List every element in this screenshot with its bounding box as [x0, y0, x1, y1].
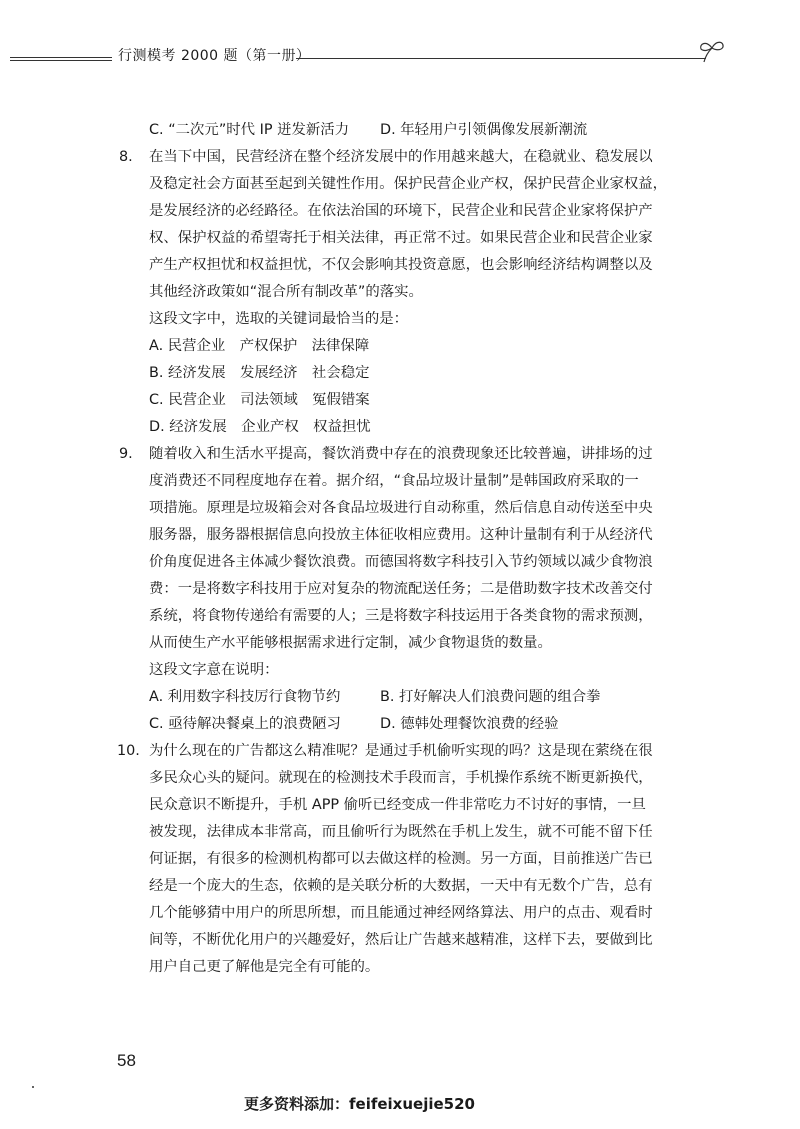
option-b: B. 经济发展 发展经济 社会稳定: [149, 365, 370, 381]
options-row: [118, 684, 710, 711]
option-a: A. 民营企业 产权保护 法律保障: [149, 338, 370, 354]
option-d: D. 德韩处理餐饮浪费的经验: [380, 716, 559, 732]
options-row: [118, 711, 710, 738]
question-text-line: 用户自己更了解他是完全有可能的。: [149, 959, 380, 975]
option-c: C. 亟待解决餐桌上的浪费陋习: [149, 716, 341, 732]
header-rule-left: [10, 57, 112, 58]
question-text-line: 是发展经济的必经路径。在依法治国的环境下，民营企业和民营企业家将保护产: [149, 203, 653, 219]
question-9: [118, 441, 710, 738]
option-b: B. 打好解决人们浪费问题的组合拳: [380, 689, 601, 705]
question-10: [118, 738, 710, 981]
question-text-line: 多民众心头的疑问。就现在的检测技术手段而言，手机操作系统不断更新换代，: [149, 770, 653, 786]
question-prompt: 这段文字中，选取的关键词最恰当的是：: [149, 311, 409, 327]
question-number: 10.: [117, 743, 140, 759]
running-header: [10, 38, 715, 66]
question-text-line: 权、保护权益的希望寄托于相关法律，再正常不过。如果民营企业和民营企业家: [149, 230, 653, 246]
question-text-line: 民众意识不断提升，手机 APP 偷听已经变成一件非常吃力不讨好的事情，一旦: [149, 797, 646, 813]
question-text-line: 从而使生产水平能够根据需求进行定制，减少食物退货的数量。: [149, 635, 552, 651]
option-d: D. 年轻用户引领偶像发展新潮流: [380, 122, 588, 138]
page-content: [118, 117, 710, 981]
page-number: 58: [117, 1051, 136, 1070]
question-text-line: 服务器，服务器根据信息向投放主体征收相应费用。这种计量制有利于从经济代: [149, 527, 653, 543]
question-text-line: 价角度促进各主体减少餐饮浪费。而德国将数字科技引入节约领域以减少食物浪: [149, 554, 653, 570]
prev-question-options: [118, 117, 710, 144]
footer-note: 更多资料添加：feifeixuejie520: [244, 1095, 475, 1113]
option-a: A. 利用数字科技厉行食物节约: [149, 689, 341, 705]
scan-speck: [32, 1086, 34, 1088]
question-text-line: 项措施。原理是垃圾箱会对各食品垃圾进行自动称重，然后信息自动传送至中央: [149, 500, 653, 516]
option-c: C. “二次元”时代 IP 迸发新活力: [149, 122, 350, 138]
question-8: [118, 144, 710, 441]
question-text-line: 为什么现在的广告都这么精准呢？是通过手机偷听实现的吗？这是现在萦绕在很: [149, 743, 653, 759]
question-number: 9.: [119, 446, 133, 462]
question-text-line: 何证据，有很多的检测机构都可以去做这样的检测。另一方面，目前推送广告已: [149, 851, 653, 867]
question-text-line: 度消费还不同程度地存在着。据介绍，“食品垃圾计量制”是韩国政府采取的一: [149, 473, 639, 489]
option-d: D. 经济发展 企业产权 权益担忧: [149, 419, 371, 435]
question-text-line: 系统，将食物传递给有需要的人；三是将数字科技运用于各类食物的需求预测，: [149, 608, 653, 624]
header-rule-right: [296, 58, 706, 59]
question-text-line: 经是一个庞大的生态，依赖的是关联分析的大数据，一天中有无数个广告，总有: [149, 878, 653, 894]
question-text-line: 产生产权担忧和权益担忧，不仅会影响其投资意愿，也会影响经济结构调整以及: [149, 257, 653, 273]
question-text-line: 其他经济政策如“混合所有制改革”的落实。: [149, 284, 423, 300]
option-c: C. 民营企业 司法领域 冤假错案: [149, 392, 370, 408]
question-text-line: 及稳定社会方面甚至起到关键性作用。保护民营企业产权，保护民营企业家权益，: [149, 176, 668, 192]
book-title: 行测模考 2000 题（第一册）: [118, 48, 311, 64]
question-text-line: 几个能够猜中用户的所思所想，而且能通过神经网络算法、用户的点击、观看时: [149, 905, 653, 921]
question-text-line: 随着收入和生活水平提高，餐饮消费中存在的浪费现象还比较普遍，讲排场的过: [149, 446, 653, 462]
question-text-line: 在当下中国，民营经济在整个经济发展中的作用越来越大，在稳就业、稳发展以: [149, 149, 653, 165]
header-rule-left-double: [10, 60, 112, 61]
question-text-line: 费：一是将数字科技用于应对复杂的物流配送任务；二是借助数字技术改善交付: [149, 581, 653, 597]
question-number: 8.: [119, 149, 133, 165]
question-prompt: 这段文字意在说明：: [149, 662, 279, 678]
question-text-line: 间等，不断优化用户的兴趣爱好，然后让广告越来越精准，这样下去，要做到比: [149, 932, 653, 948]
sprout-icon: [698, 38, 726, 64]
question-text-line: 被发现，法律成本非常高，而且偷听行为既然在手机上发生，就不可能不留下任: [149, 824, 653, 840]
